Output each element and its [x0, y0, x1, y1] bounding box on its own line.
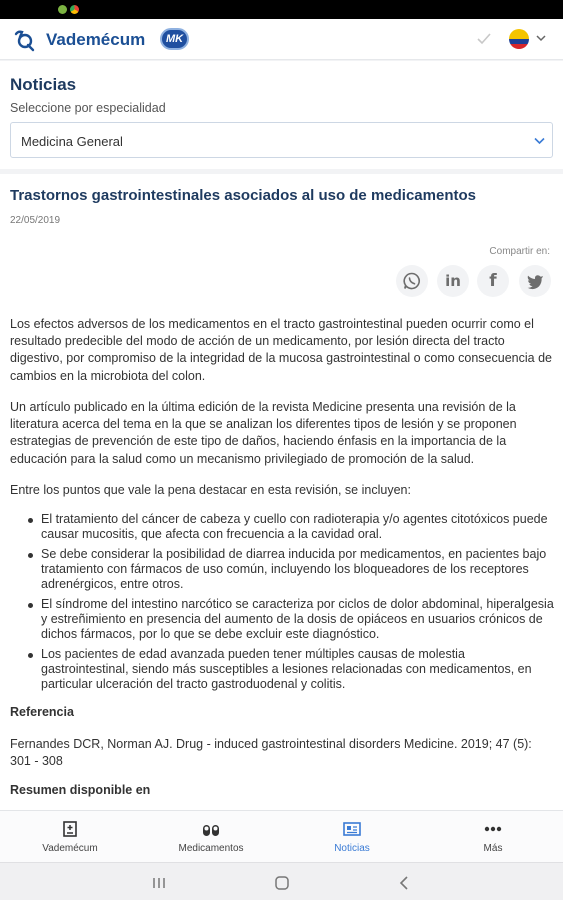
status-notification-icon — [58, 5, 67, 14]
more-dots-icon — [484, 821, 502, 837]
vademecum-logo-icon — [12, 28, 36, 52]
article-paragraph: Los efectos adversos de los medicamentos en el tracto gastrointestinal pueden ocurrir como el resultado predecible del modo de acción de un medicamento, por lesión directa del tracto digestivo, por compromiso de la integridad de la mucosa gastrointestinal o como consecuencia de cambios en la microbiota del colon. — [10, 317, 552, 383]
news-filter-panel — [0, 61, 563, 169]
newspaper-icon — [343, 821, 361, 837]
specialty-select-value: Medicina General — [21, 134, 123, 149]
page-title: Noticias — [10, 75, 77, 94]
summary-heading: Resumen disponible en — [10, 783, 151, 797]
reference-heading: Referencia — [10, 705, 74, 719]
share-whatsapp-button[interactable] — [396, 265, 428, 297]
share-linkedin-button[interactable] — [437, 265, 469, 297]
bottom-navigation — [0, 810, 563, 862]
back-icon[interactable] — [397, 875, 413, 891]
specialty-select-label: Seleccione por especialidad — [10, 101, 166, 115]
nav-label: Noticias — [334, 843, 370, 854]
system-navigation-bar — [0, 862, 563, 900]
article-paragraph: Entre los puntos que vale la pena destacar en esta revisión, se incluyen: — [10, 483, 411, 497]
facebook-icon: f — [489, 271, 497, 291]
whatsapp-icon — [402, 271, 422, 291]
twitter-icon — [525, 271, 545, 291]
list-item: Se debe considerar la posibilidad de diarrea inducida por medicamentos, en pacientes bajo tratamiento con fármacos de uso común, incluyendo los bloqueadores de los receptores adrenérgicos, entre otros. — [28, 547, 554, 592]
app-brand: Vademécum — [46, 30, 146, 49]
mk-logo-badge: MK — [160, 28, 189, 50]
nav-noticias[interactable] — [282, 811, 422, 863]
nav-vademecum[interactable] — [0, 811, 140, 863]
article-bullet-list — [28, 512, 554, 697]
nav-label: Más — [483, 843, 503, 854]
book-icon — [61, 821, 79, 837]
share-facebook-button[interactable] — [477, 265, 509, 297]
home-icon[interactable] — [274, 875, 290, 891]
app-bar — [0, 19, 563, 60]
colombia-flag-icon[interactable] — [509, 29, 529, 49]
status-chrome-icon — [70, 5, 79, 14]
nav-label: Vademécum — [42, 843, 98, 854]
linkedin-icon: in — [445, 272, 461, 290]
pills-icon — [202, 821, 220, 837]
recent-apps-icon[interactable] — [151, 875, 167, 891]
chevron-down-icon — [532, 133, 547, 148]
share-twitter-button[interactable] — [519, 265, 551, 297]
article-date: 22/05/2019 — [10, 215, 61, 226]
specialty-select[interactable] — [10, 122, 553, 158]
nav-mas[interactable] — [423, 811, 563, 863]
nav-label: Medicamentos — [178, 843, 244, 854]
share-label: Compartir en: — [489, 246, 550, 257]
chevron-down-icon[interactable] — [535, 32, 547, 44]
check-icon[interactable] — [473, 28, 495, 50]
status-bar — [0, 0, 563, 19]
list-item: Los pacientes de edad avanzada pueden tener múltiples causas de molestia gastrointestinal, siendo más susceptibles a lesiones relacionadas con medicamentos, en particular ulceración del tracto gastroduodenal y colitis. — [28, 647, 554, 692]
reference-text: Fernandes DCR, Norman AJ. Drug - induced gastrointestinal disorders Medicine. 2019; 47 (5): 301 - 308 — [10, 737, 532, 769]
article-title: Trastornos gastrointestinales asociados al uso de medicamentos — [10, 187, 476, 204]
list-item: El tratamiento del cáncer de cabeza y cuello con radioterapia y/o agentes citotóxicos puede causar mucositis, que afecta con frecuencia a la cavidad oral. — [28, 512, 554, 542]
news-article — [0, 174, 563, 810]
nav-medicamentos[interactable] — [141, 811, 281, 863]
article-paragraph: Un artículo publicado en la última edición de la revista Medicine presenta una revisión de la literatura acerca del tema en la que se analizan los diferentes tipos de lesión y se proponen estrategias de prevención de este tipo de daños, haciendo énfasis en la importancia de la educación para la salud como un mecanismo privilegiado de promoción de la salud. — [10, 400, 517, 466]
list-item: El síndrome del intestino narcótico se caracteriza por ciclos de dolor abdominal, hiperalgesia y estreñimiento en presencia del aumento de la dosis de opiáceos en usuarios crónicos de dichos fármacos, por lo que se debe excluir este diagnóstico. — [28, 597, 554, 642]
